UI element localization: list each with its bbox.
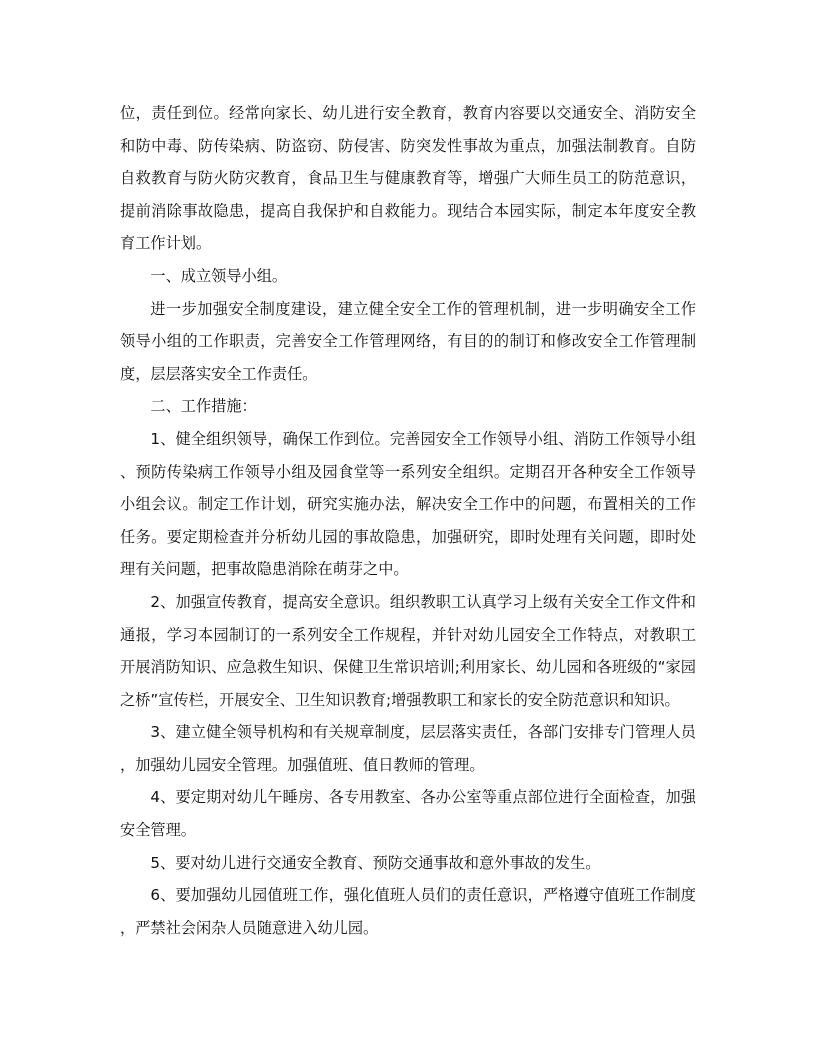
paragraph-leadership-group: 进一步加强安全制度建设，建立健全安全工作的管理机制，进一步明确安全工作领导小组的工作职责，完善安全工作管理网络，有目的的制订和修改安全工作管理制度，层层落实安全工作责任。 bbox=[120, 299, 696, 383]
document-body bbox=[120, 97, 696, 944]
paragraph-measure-3: 3、建立健全领导机构和有关规章制度，层层落实责任，各部门安排专门管理人员，加强幼儿园安全管理。加强值班、值日教师的管理。 bbox=[120, 723, 696, 774]
heading-establish-leadership-group: 一、成立领导小组。 bbox=[150, 266, 288, 285]
heading-work-measures: 二、工作措施： bbox=[150, 397, 257, 416]
paragraph-intro-continuation: 位，责任到位。经常向家长、幼儿进行安全教育，教育内容要以交通安全、消防安全和防中毒、防传染病、防盗窃、防侵害、防突发性事故为重点，加强法制教育。自防自救教育与防火防灾教育，食品卫生与健康教育等，增强广大师生员工的防范意识，提前消除事故隐患，提高自我保护和自救能力。现结合本园实际，制定本年度安全教育工作计划。 bbox=[120, 104, 696, 253]
paragraph-measure-1: 1、健全组织领导，确保工作到位。完善园安全工作领导小组、消防工作领导小组、预防传染病工作领导小组及园食堂等一系列安全组织。定期召开各种安全工作领导小组会议。制定工作计划，研究实施办法，解决安全工作中的问题，布置相关的工作任务。要定期检查并分析幼儿园的事故隐患，加强研究，即时处理有关问题，即时处理有关问题，把事故隐患消除在萌芽之中。 bbox=[120, 429, 696, 579]
paragraph-measure-6: 6、要加强幼儿园值班工作，强化值班人员们的责任意识，严格遵守值班工作制度，严禁社会闲杂人员随意进入幼儿园。 bbox=[120, 886, 696, 937]
paragraph-measure-5: 5、要对幼儿进行交通安全教育、预防交通事故和意外事故的发生。 bbox=[150, 853, 601, 872]
paragraph-measure-4: 4、要定期对幼儿午睡房、各专用教室、各办公室等重点部位进行全面检查，加强安全管理。 bbox=[120, 788, 696, 840]
paragraph-measure-2: 2、加强宣传教育，提高安全意识。组织教职工认真学习上级有关安全工作文件和通报，学习本园制订的一系列安全工作规程，并针对幼儿园安全工作特点，对教职工开展消防知识、应急救生知识、保健卫生常识培训;利用家长、幼儿园和各班级的“家园之桥”宣传栏，开展安全、卫生知识教育;增强教职工和家长的安全防范意识和知识。 bbox=[120, 592, 696, 709]
